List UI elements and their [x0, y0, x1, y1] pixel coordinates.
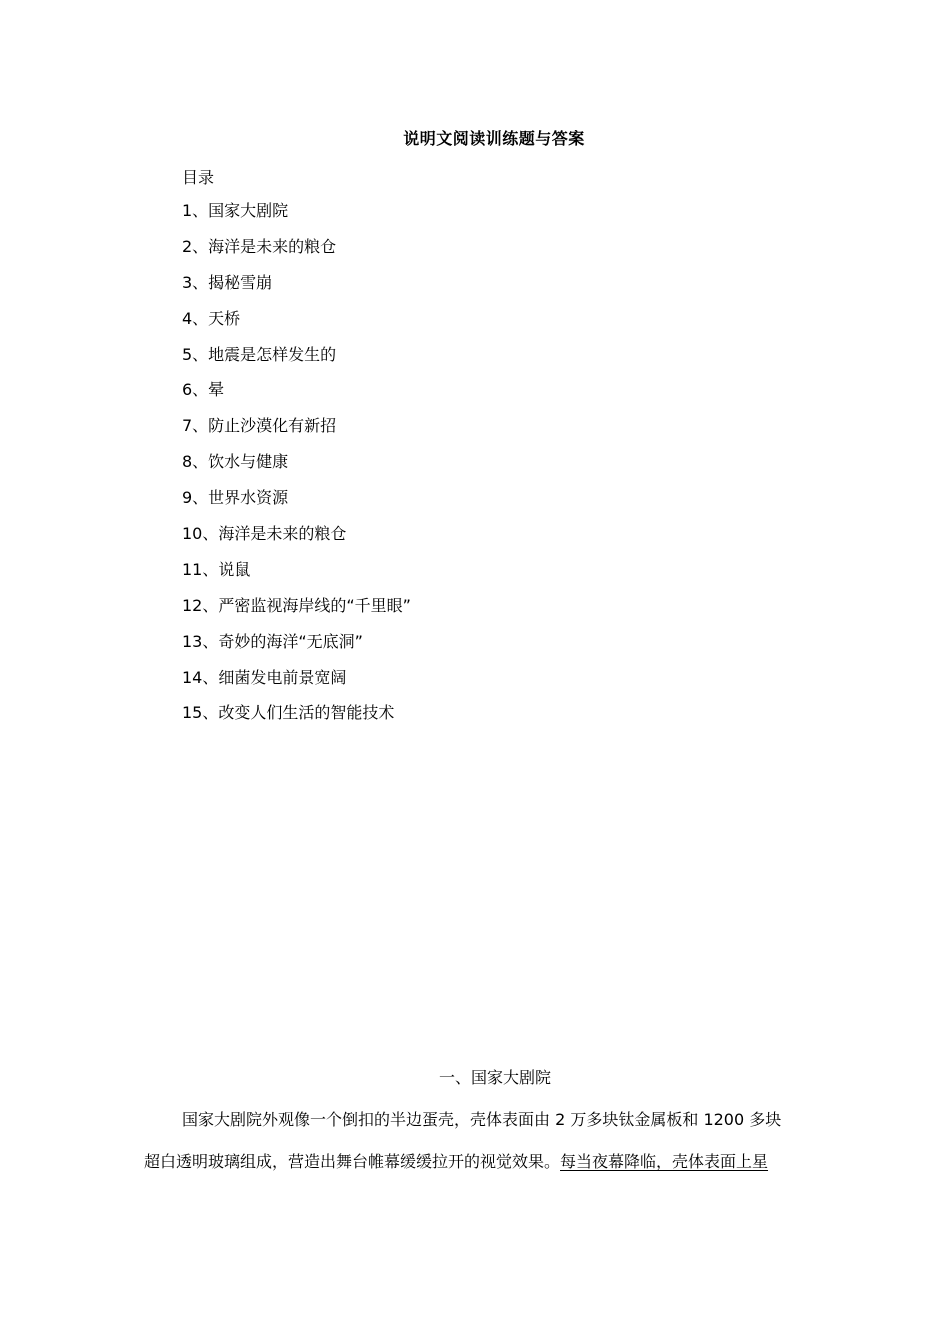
toc-item: 3、揭秘雪崩 [182, 272, 273, 292]
toc-item: 9、世界水资源 [182, 488, 289, 508]
toc-item: 2、海洋是未来的粮仓 [182, 236, 337, 256]
toc-item: 7、防止沙漠化有新招 [182, 416, 337, 436]
table-of-contents [182, 201, 411, 739]
toc-item: 4、天桥 [182, 308, 241, 328]
paragraph-line [144, 1141, 800, 1183]
toc-item: 14、细菌发电前景宽阔 [182, 667, 347, 687]
paragraph-text: 国家大剧院外观像一个倒扣的半边蛋壳，壳体表面由 2 万多块钛金属板和 1200 多块 [182, 1110, 782, 1129]
toc-item: 13、奇妙的海洋“无底洞” [182, 631, 363, 651]
toc-item: 5、地震是怎样发生的 [182, 344, 337, 364]
toc-item: 11、说鼠 [182, 559, 251, 579]
toc-item: 12、严密监视海岸线的“千里眼” [182, 595, 411, 615]
underlined-text: 每当夜幕降临，壳体表面上星 [560, 1152, 769, 1171]
toc-heading: 目录 [182, 168, 215, 187]
toc-item: 1、国家大剧院 [182, 201, 289, 220]
toc-item: 15、改变人们生活的智能技术 [182, 703, 395, 723]
section-title: 一、国家大剧院 [438, 1068, 551, 1087]
toc-item: 6、晕 [182, 380, 225, 400]
paragraph-line [144, 1099, 800, 1141]
paragraph-text: 超白透明玻璃组成，营造出舞台帷幕缓缓拉开的视觉效果。 [144, 1152, 561, 1171]
toc-item: 10、海洋是未来的粮仓 [182, 524, 347, 544]
toc-item: 8、饮水与健康 [182, 452, 289, 472]
section-paragraph [144, 1099, 800, 1183]
document-title: 说明文阅读训练题与答案 [403, 129, 585, 148]
